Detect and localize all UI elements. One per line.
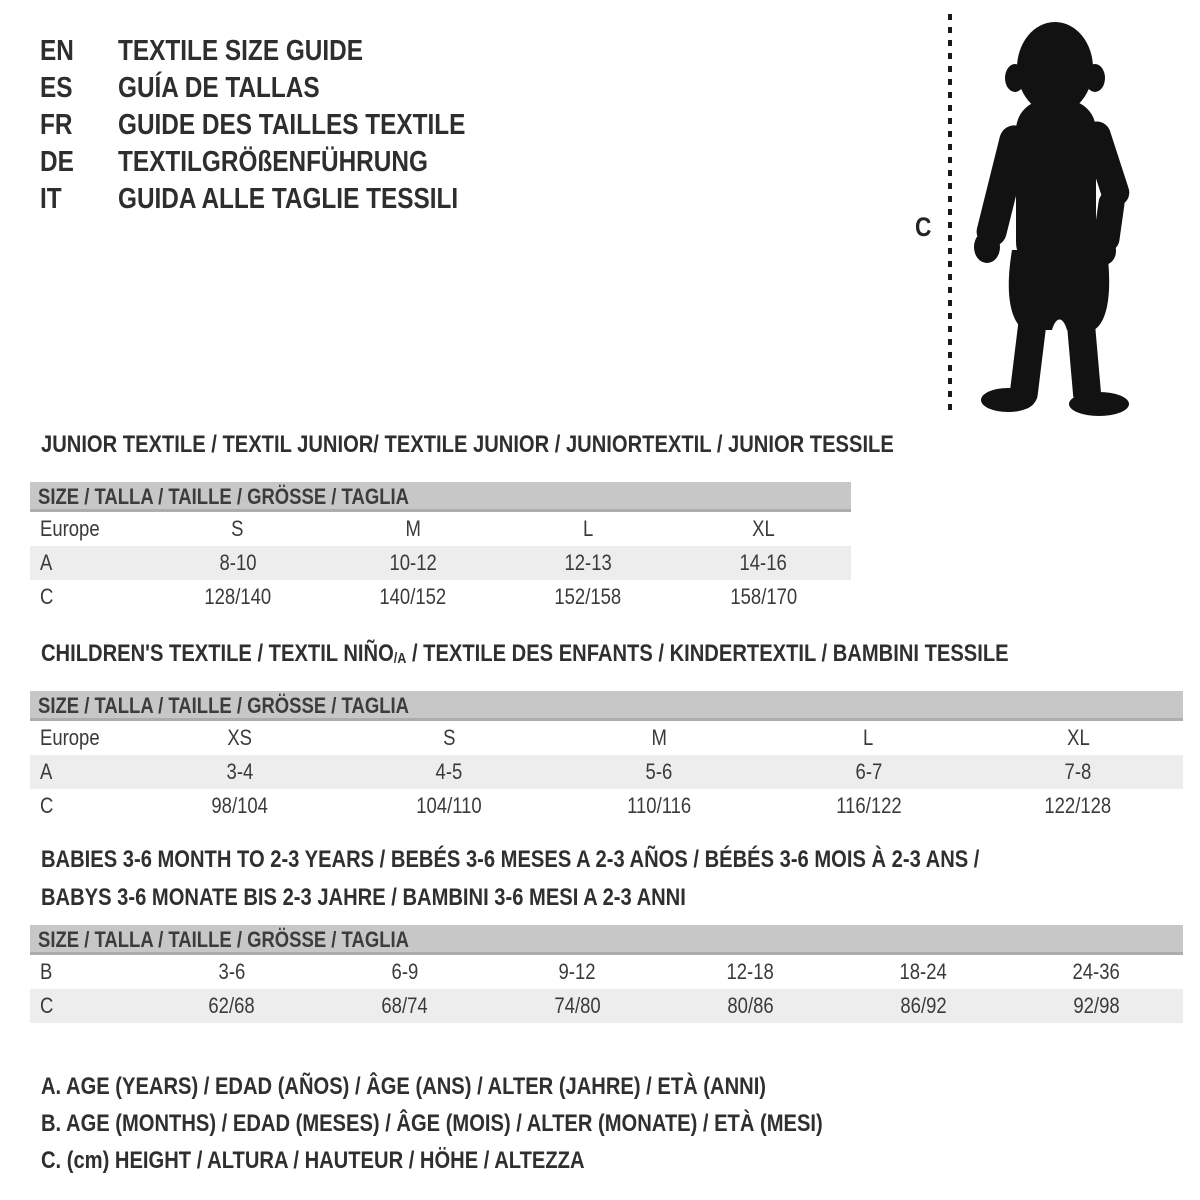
table-cell — [318, 955, 491, 989]
cell-value: 128/140 — [204, 584, 272, 609]
lang-code-text: IT — [40, 183, 62, 215]
row-label-cell — [30, 989, 145, 1023]
table-cell — [150, 512, 325, 546]
lang-code — [40, 35, 118, 68]
size-header-text: SIZE / TALLA / TAILLE / GRÖSSE / TAGLIA — [38, 484, 409, 509]
cell-value: 9-12 — [558, 959, 596, 984]
cell-value: 8-10 — [219, 550, 257, 575]
table-row-europe — [30, 721, 1183, 755]
table-cell — [676, 546, 851, 580]
cell-value: L — [863, 725, 874, 750]
table-cell — [501, 580, 676, 614]
cell-value: 110/116 — [626, 793, 692, 818]
table-cell — [145, 989, 318, 1023]
lang-row-en — [40, 33, 532, 70]
cell-value: 3-6 — [218, 959, 245, 984]
table-cell — [764, 755, 974, 789]
table-cell — [1010, 955, 1183, 989]
cell-value: 3-4 — [226, 759, 254, 784]
lang-code-text: ES — [40, 72, 73, 104]
row-label-cell — [30, 955, 145, 989]
row-label-cell — [30, 546, 150, 580]
cell-value: L — [582, 516, 594, 541]
size-header-text: SIZE / TALLA / TAILLE / GRÖSSE / TAGLIA — [38, 927, 409, 952]
table-cell — [491, 989, 664, 1023]
row-label: C — [40, 793, 54, 818]
table-cell — [325, 580, 500, 614]
cell-value: S — [231, 516, 244, 541]
table-cell — [345, 755, 555, 789]
measure-label-text: C — [915, 212, 932, 242]
table-cell — [501, 512, 676, 546]
legend-line-a-text: A. AGE (YEARS) / EDAD (AÑOS) / ÂGE (ANS) / ALTER (JAHRE) / ETÀ (ANNI) — [41, 1073, 767, 1100]
lang-title: GUÍA DE TALLAS — [118, 72, 320, 104]
legend-line-b — [41, 1105, 972, 1142]
row-label-cell — [30, 789, 135, 823]
lang-title: GUIDE DES TAILLES TEXTILE — [118, 109, 466, 141]
table-cell — [325, 546, 500, 580]
size-header-text: SIZE / TALLA / TAILLE / GRÖSSE / TAGLIA — [38, 693, 409, 718]
measure-legend — [41, 1068, 972, 1179]
table-cell — [145, 955, 318, 989]
table-cell — [764, 789, 974, 823]
lang-row-fr — [40, 107, 532, 144]
height-measure-dashed-line — [948, 14, 952, 417]
cell-value: 98/104 — [211, 793, 269, 818]
babies-size-table — [30, 925, 1183, 1023]
cell-value: M — [651, 725, 667, 750]
size-header-row — [30, 925, 1183, 955]
cell-value: 140/152 — [379, 584, 447, 609]
table-cell — [345, 721, 555, 755]
table-cell — [135, 789, 345, 823]
cell-value: 4-5 — [436, 759, 463, 784]
size-header-cell — [30, 691, 1183, 721]
table-cell — [135, 721, 345, 755]
row-label-cell — [30, 512, 150, 546]
junior-section-title-text: JUNIOR TEXTILE / TEXTIL JUNIOR/ TEXTILE JUNIOR / JUNIORTEXTIL / JUNIOR TESSILE — [41, 431, 894, 458]
cell-value: 122/128 — [1044, 793, 1112, 818]
cell-value: 6-7 — [855, 759, 882, 784]
cell-value: 12-18 — [726, 959, 775, 984]
babies-section-title-line1 — [41, 847, 1158, 873]
table-cell — [973, 755, 1183, 789]
table-cell — [318, 989, 491, 1023]
table-cell — [554, 789, 764, 823]
row-label: B — [40, 959, 53, 984]
table-cell — [150, 546, 325, 580]
table-cell — [837, 989, 1010, 1023]
row-label-cell — [30, 755, 135, 789]
table-cell — [135, 755, 345, 789]
size-header-row — [30, 691, 1183, 721]
cell-value: XS — [227, 725, 253, 750]
lang-code-text: EN — [40, 35, 74, 67]
babies-section-title-line1-text: BABIES 3-6 MONTH TO 2-3 YEARS / BEBÉS 3-6 MESES A 2-3 AÑOS / BÉBÉS 3-6 MOIS À 2-3 ANS / — [41, 846, 980, 873]
children-section-title-text — [41, 641, 1009, 672]
table-cell — [1010, 989, 1183, 1023]
lang-code — [40, 109, 118, 142]
row-label: C — [40, 993, 54, 1018]
cell-value: 10-12 — [389, 550, 437, 575]
table-cell — [973, 789, 1183, 823]
cell-value: 14-16 — [739, 550, 788, 575]
lang-row-de — [40, 144, 532, 181]
table-row-age — [30, 546, 851, 580]
table-row-height — [30, 789, 1183, 823]
table-row-europe — [30, 512, 851, 546]
cell-value: 104/110 — [416, 793, 483, 818]
table-cell — [501, 546, 676, 580]
row-label: C — [40, 584, 54, 609]
children-section-title — [41, 641, 1193, 672]
row-label-cell — [30, 721, 135, 755]
row-label: Europe — [40, 516, 100, 541]
cell-value: 6-9 — [391, 959, 418, 984]
cell-value: XL — [1066, 725, 1090, 750]
children-title-sub: /A — [393, 650, 407, 667]
lang-title: TEXTILGRÖßENFÜHRUNG — [118, 146, 428, 178]
table-cell — [676, 580, 851, 614]
cell-value: 116/122 — [835, 793, 902, 818]
table-cell — [664, 955, 837, 989]
table-row-months — [30, 955, 1183, 989]
row-label: A — [40, 759, 53, 784]
size-header-cell — [30, 925, 1183, 955]
lang-code-text: FR — [40, 109, 73, 141]
lang-code — [40, 72, 118, 105]
junior-section-title — [41, 432, 1056, 458]
table-cell — [973, 721, 1183, 755]
row-label: Europe — [40, 725, 100, 750]
legend-line-a — [41, 1068, 972, 1105]
legend-line-c-text: C. (cm) HEIGHT / ALTURA / HAUTEUR / HÖHE / ALTEZZA — [41, 1147, 585, 1174]
lang-row-es — [40, 70, 532, 107]
table-cell — [676, 512, 851, 546]
toddler-silhouette-icon — [958, 16, 1148, 416]
size-header-cell — [30, 482, 851, 512]
language-title-list — [40, 33, 532, 218]
table-cell — [837, 955, 1010, 989]
table-cell — [554, 755, 764, 789]
cell-value: 158/170 — [729, 584, 797, 609]
babies-section-title-line2-text: BABYS 3-6 MONATE BIS 2-3 JAHRE / BAMBINI 3-6 MESI A 2-3 ANNI — [41, 884, 686, 911]
cell-value: 86/92 — [900, 993, 947, 1018]
lang-title: TEXTILE SIZE GUIDE — [118, 35, 363, 67]
cell-value: 24-36 — [1072, 959, 1121, 984]
babies-section-title-line2 — [41, 885, 809, 911]
cell-value: 18-24 — [899, 959, 948, 984]
size-header-row — [30, 482, 851, 512]
cell-value: 5-6 — [645, 759, 673, 784]
cell-value: 152/158 — [554, 584, 622, 609]
cell-value: 62/68 — [208, 993, 255, 1018]
table-cell — [345, 789, 555, 823]
cell-value: 68/74 — [381, 993, 428, 1018]
table-cell — [325, 512, 500, 546]
lang-code-text: DE — [40, 146, 74, 178]
legend-line-b-text: B. AGE (MONTHS) / EDAD (MESES) / ÂGE (MOIS) / ALTER (MONATE) / ETÀ (MESI) — [41, 1110, 823, 1137]
children-title-post: / TEXTILE DES ENFANTS / KINDERTEXTIL / BAMBINI TESSILE — [406, 640, 1009, 667]
junior-size-table — [30, 482, 851, 614]
cell-value: M — [405, 516, 421, 541]
table-cell — [764, 721, 974, 755]
cell-value: 74/80 — [554, 993, 601, 1018]
table-cell — [664, 989, 837, 1023]
cell-value: 12-13 — [564, 550, 612, 575]
children-title-pre: CHILDREN'S TEXTILE / TEXTIL NIÑO — [41, 640, 394, 667]
table-row-age — [30, 755, 1183, 789]
row-label: A — [40, 550, 53, 575]
cell-value: XL — [752, 516, 775, 541]
row-label-cell — [30, 580, 150, 614]
cell-value: 80/86 — [727, 993, 774, 1018]
cell-value: S — [443, 725, 456, 750]
lang-title: GUIDA ALLE TAGLIE TESSILI — [118, 183, 459, 215]
children-size-table — [30, 691, 1183, 823]
table-row-height — [30, 989, 1183, 1023]
measure-label-c — [915, 212, 935, 243]
lang-code — [40, 183, 118, 216]
legend-line-c — [41, 1142, 972, 1179]
lang-row-it — [40, 181, 532, 218]
table-cell — [150, 580, 325, 614]
table-cell — [554, 721, 764, 755]
table-cell — [491, 955, 664, 989]
lang-code — [40, 146, 118, 179]
table-row-height — [30, 580, 851, 614]
cell-value: 7-8 — [1064, 759, 1092, 784]
cell-value: 92/98 — [1073, 993, 1120, 1018]
